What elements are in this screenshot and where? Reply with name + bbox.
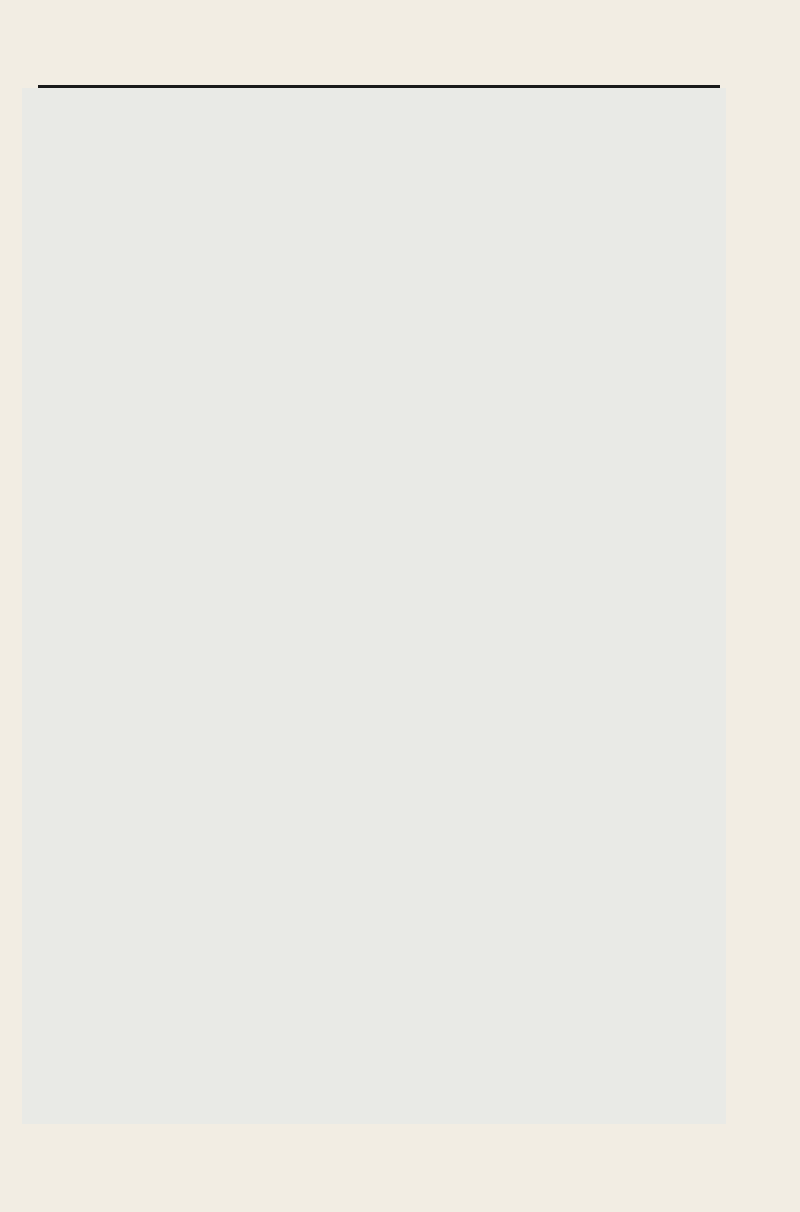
header-rule xyxy=(38,85,720,88)
page-text-area xyxy=(22,88,726,1124)
running-header xyxy=(38,62,718,86)
